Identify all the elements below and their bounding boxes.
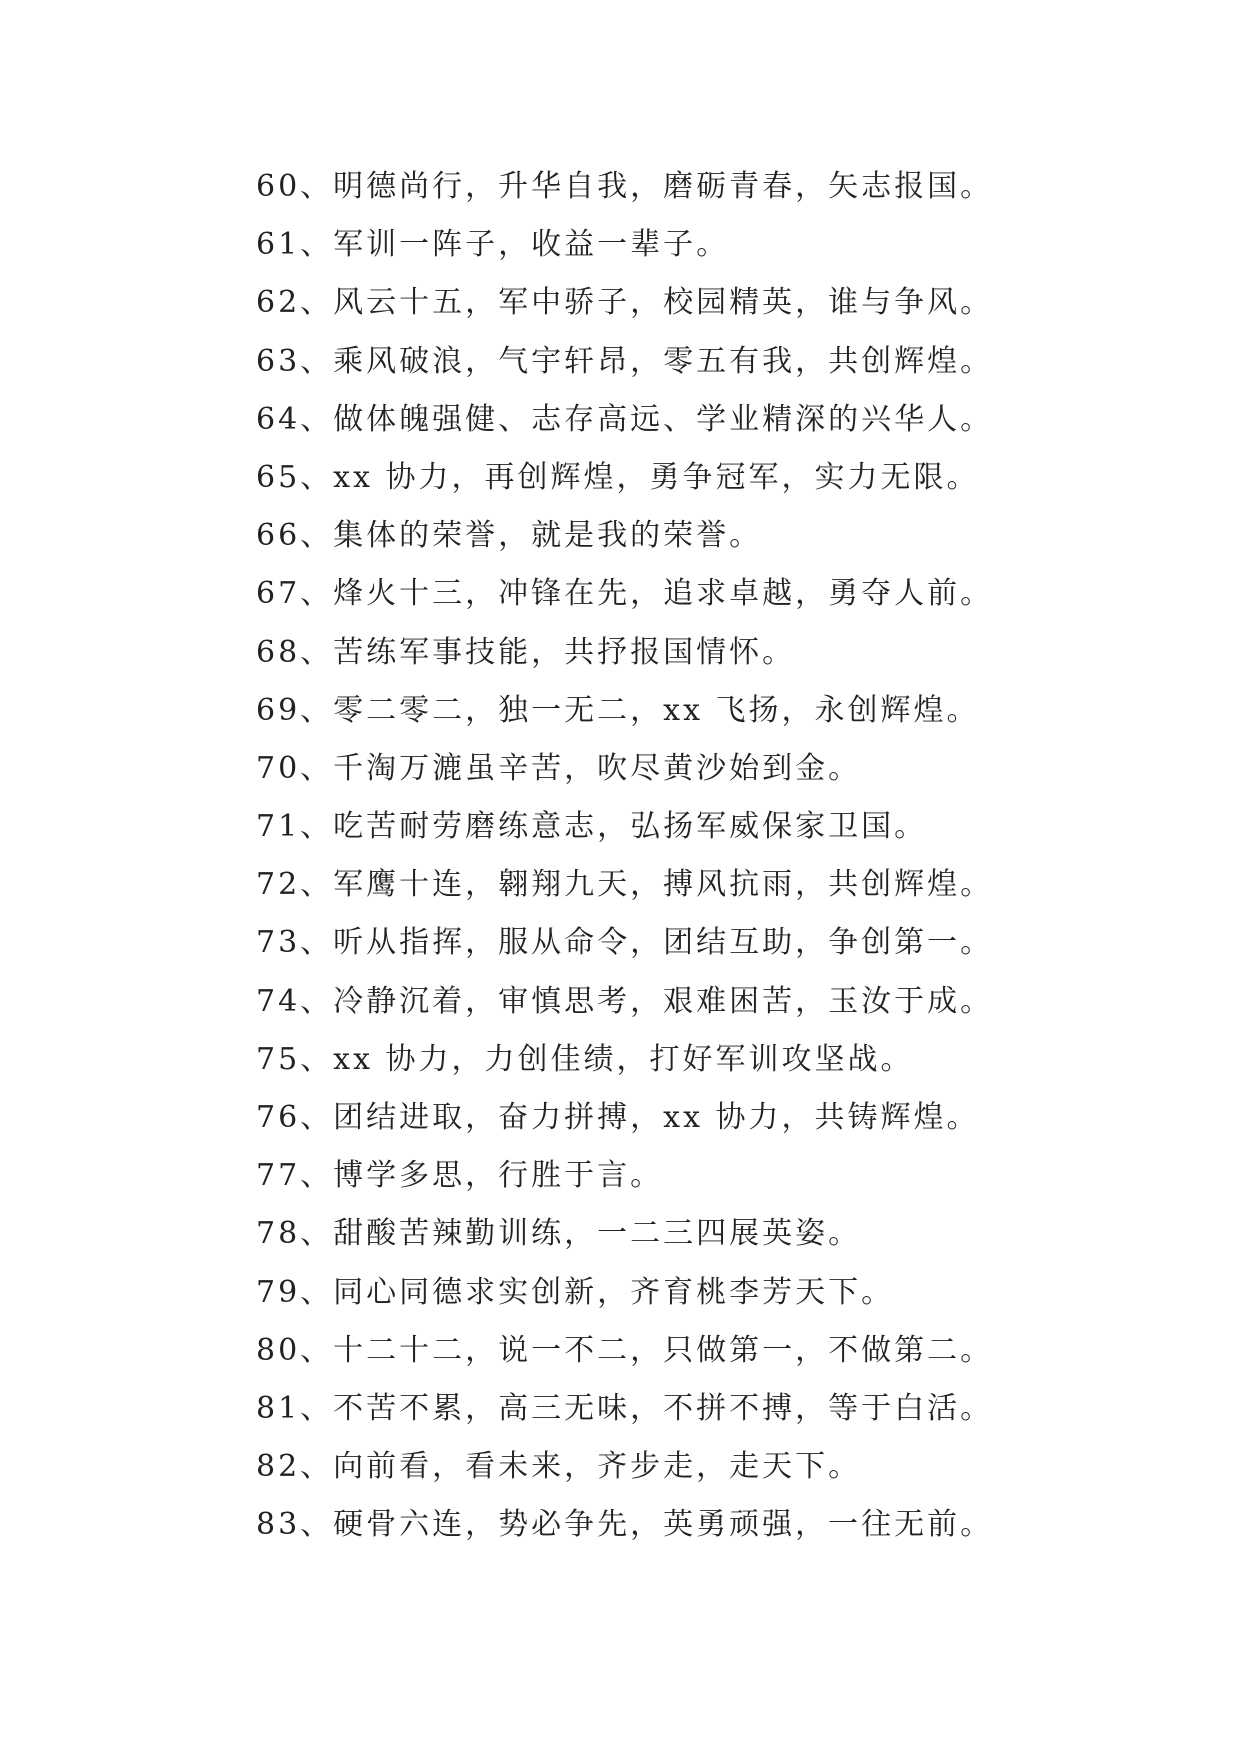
slogan-line: 67、烽火十三，冲锋在先，追求卓越，勇夺人前。 [256,576,994,612]
slogan-line: 75、xx 协力，力创佳绩，打好军训攻坚战。 [256,1041,914,1077]
slogan-line: 65、xx 协力，再创辉煌，勇争冠军，实力无限。 [256,459,980,495]
slogan-line: 80、十二十二，说一不二，只做第一，不做第二。 [256,1332,994,1368]
slogan-line: 64、做体魄强健、志存高远、学业精深的兴华人。 [256,401,994,437]
slogan-line: 66、集体的荣誉，就是我的荣誉。 [256,518,763,554]
slogan-line: 77、博学多思，行胜于言。 [256,1158,664,1194]
slogan-line: 76、团结进取，奋力拼搏，xx 协力，共铸辉煌。 [256,1100,980,1135]
slogan-line: 62、风云十五，军中骄子，校园精英，谁与争风。 [256,285,994,321]
slogan-line: 79、同心同德求实创新，齐育桃李芳天下。 [256,1274,895,1310]
slogan-line: 81、不苦不累，高三无味，不拼不搏，等于白活。 [256,1390,994,1426]
slogan-line: 71、吃苦耐劳磨练意志，弘扬军威保家卫国。 [256,809,928,845]
slogan-line: 70、千淘万漉虽辛苦，吹尽黄沙始到金。 [256,750,862,786]
slogan-line: 63、乘风破浪，气宇轩昂，零五有我，共创辉煌。 [256,343,994,379]
slogan-line: 61、军训一阵子，收益一辈子。 [256,227,730,263]
slogan-line: 69、零二零二，独一无二，xx 飞扬，永创辉煌。 [256,692,980,728]
slogan-line: 83、硬骨六连，势必争先，英勇顽强，一往无前。 [256,1507,994,1543]
slogan-line: 60、明德尚行，升华自我，磨砺青春，矢志报国。 [256,169,994,204]
slogan-line: 68、苦练军事技能，共抒报国情怀。 [256,634,796,670]
slogan-list [256,158,1216,1555]
slogan-line: 74、冷静沉着，审慎思考，艰难困苦，玉汝于成。 [256,983,994,1019]
slogan-line: 82、向前看，看未来，齐步走，走天下。 [256,1449,862,1485]
slogan-line: 73、听从指挥，服从命令，团结互助，争创第一。 [256,925,994,961]
slogan-line: 72、军鹰十连，翱翔九天，搏风抗雨，共创辉煌。 [256,867,994,903]
slogan-line: 78、甜酸苦辣勤训练，一二三四展英姿。 [256,1216,862,1252]
